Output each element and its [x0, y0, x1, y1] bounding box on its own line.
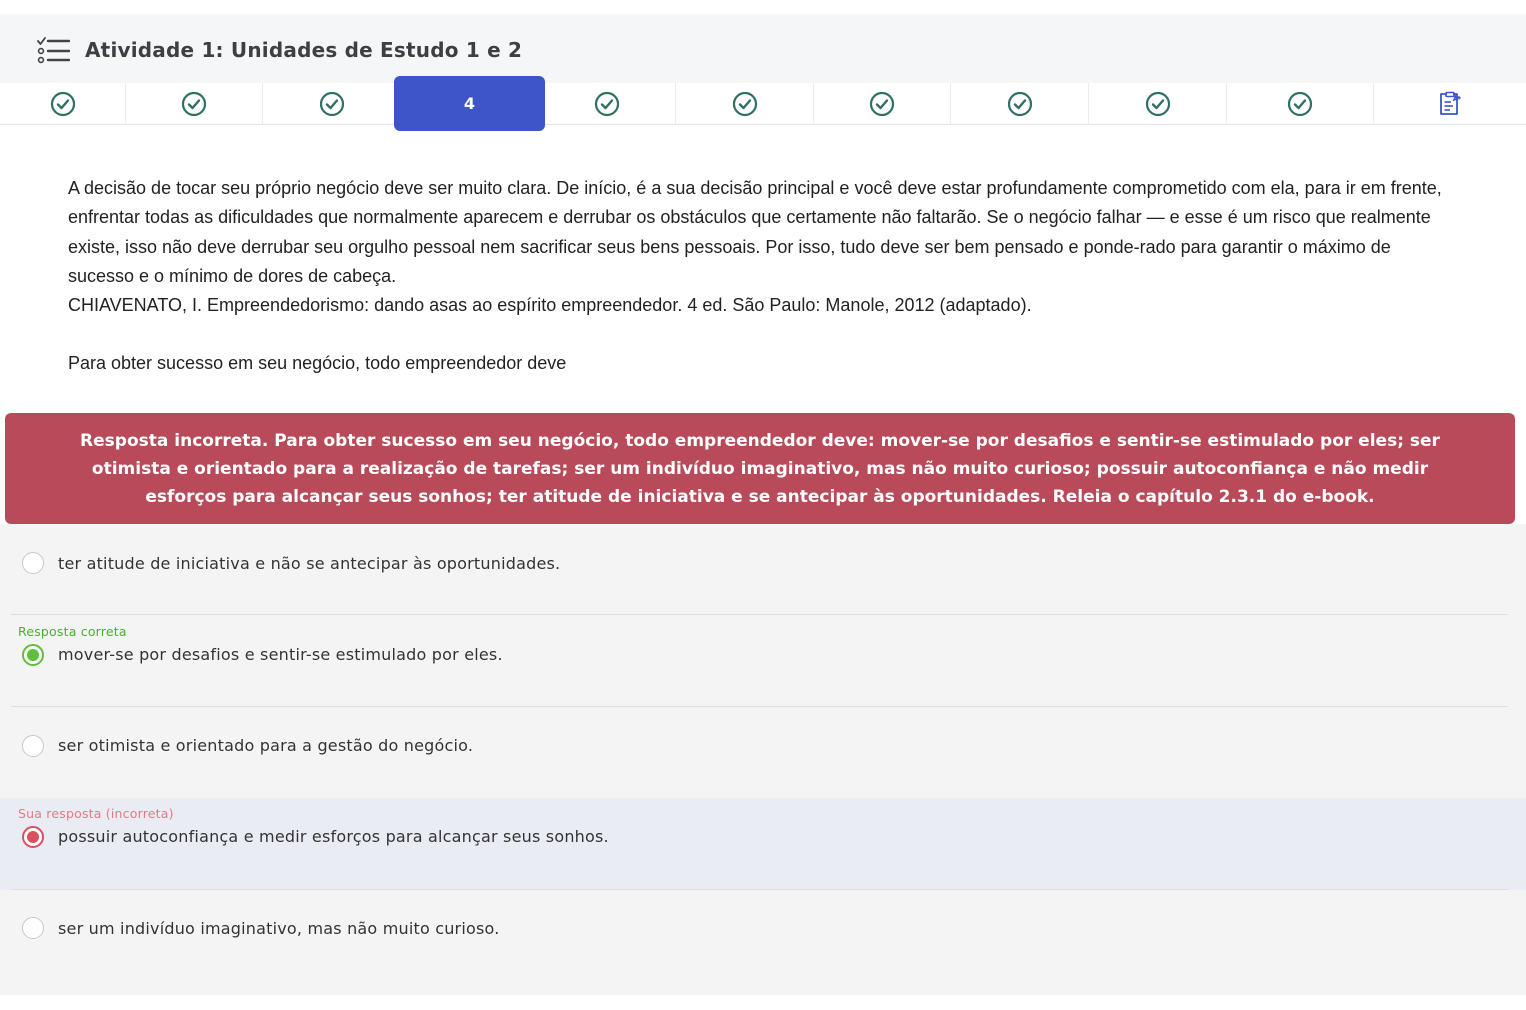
checklist-icon[interactable] [36, 36, 70, 64]
check-circle-icon [181, 91, 207, 117]
your-answer-tag: Sua resposta (incorreta) [18, 806, 174, 821]
option-e[interactable] [0, 890, 1526, 981]
step-5[interactable] [539, 83, 676, 125]
check-circle-icon [319, 91, 345, 117]
divider [11, 614, 1508, 615]
radio-button[interactable] [22, 735, 44, 757]
correct-answer-tag: Resposta correta [18, 624, 127, 639]
option-text: ser um indivíduo imaginativo, mas não muito curioso. [58, 919, 500, 938]
check-circle-icon [869, 91, 895, 117]
option-a[interactable] [0, 524, 1526, 615]
question-citation: CHIAVENATO, I. Empreendedorismo: dando asas ao espírito empreendedor. 4 ed. São Paulo: Manole, 2012 (adaptado). [68, 295, 1032, 316]
step-number: 4 [463, 94, 476, 113]
step-9[interactable] [1089, 83, 1227, 125]
question-prompt: Para obter sucesso em seu negócio, todo empreendedor deve [68, 353, 567, 374]
document-grade-icon [1438, 91, 1462, 117]
check-circle-icon [594, 91, 620, 117]
step-1[interactable] [0, 83, 126, 125]
option-text: ser otimista e orientado para a gestão do negócio. [58, 736, 474, 755]
check-circle-icon [1145, 91, 1171, 117]
step-2[interactable] [126, 83, 263, 125]
radio-button-correct[interactable] [22, 644, 44, 666]
step-3[interactable] [263, 83, 401, 125]
option-d[interactable] [0, 798, 1526, 890]
radio-button[interactable] [22, 552, 44, 574]
option-b[interactable] [0, 616, 1526, 707]
question-paragraph: A decisão de tocar seu próprio negócio deve ser muito clara. De início, é a sua decisão principal e você deve estar profundamente comprometido com ela, para ir em frente, enfrentar todas as dificuldades que normalmente aparecem e derrubar os obstáculos que certamente não faltarão. Se o negócio falhar — e esse é um risco que realmente existe, isso não deve derrubar seu orgulho pessoal nem sacrificar seus bens pessoais. Por isso, tudo deve ser bem pensado e ponde-rado para garantir o máximo de sucesso e o mínimo de dores de cabeça. [68, 178, 1442, 286]
step-submit[interactable] [1374, 83, 1526, 125]
answer-options [0, 524, 1526, 995]
question-body [68, 174, 1458, 379]
check-circle-icon [1287, 91, 1313, 117]
page-title: Atividade 1: Unidades de Estudo 1 e 2 [85, 38, 523, 62]
option-c[interactable] [0, 707, 1526, 798]
step-6[interactable] [676, 83, 814, 125]
step-7[interactable] [814, 83, 951, 125]
step-8[interactable] [951, 83, 1089, 125]
option-text: ter atitude de iniciativa e não se antecipar às oportunidades. [58, 554, 561, 573]
check-circle-icon [732, 91, 758, 117]
step-10[interactable] [1227, 83, 1374, 125]
option-text: possuir autoconfiança e medir esforços para alcançar seus sonhos. [58, 827, 609, 846]
option-text: mover-se por desafios e sentir-se estimulado por eles. [58, 645, 503, 664]
check-circle-icon [1007, 91, 1033, 117]
radio-button[interactable] [22, 917, 44, 939]
incorrect-feedback-banner: Resposta incorreta. Para obter sucesso em seu negócio, todo empreendedor deve: mover-se por desafios e sentir-se estimulado por eles; ser otimista e orientado para a realização de tarefas; ser um indivíduo imaginativo, mas não muito curioso; possuir autoconfiança e não medir esforços para alcançar seus sonhos; ter atitude de iniciativa e se antecipar às oportunidades. Releia o capítulo 2.3.1 do e-book. [5, 413, 1515, 524]
check-circle-icon [50, 91, 76, 117]
question-stepper [0, 83, 1526, 125]
step-4-current[interactable] [394, 76, 545, 131]
radio-button-selected[interactable] [22, 826, 44, 848]
activity-header [0, 14, 1526, 83]
